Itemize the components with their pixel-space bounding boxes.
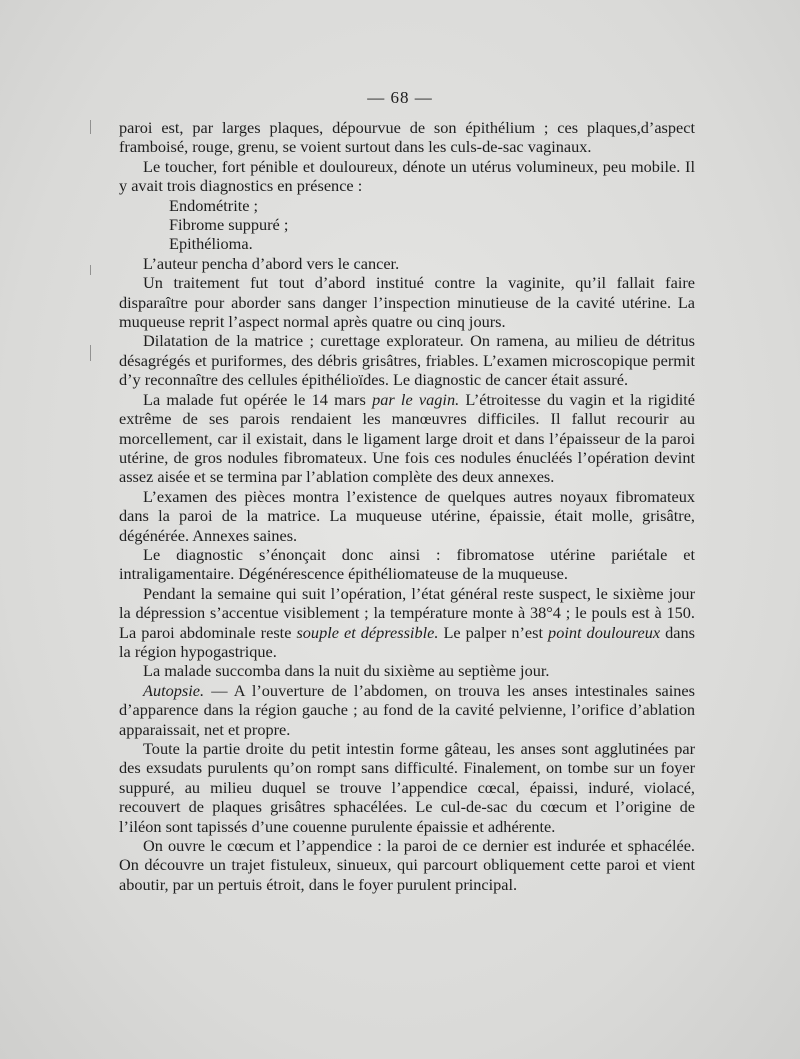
- body-text: [119, 118, 695, 894]
- text-run: L’auteur pencha d’abord vers le cancer.: [143, 253, 400, 273]
- paragraph: [119, 836, 695, 894]
- paragraph: [119, 487, 695, 545]
- margin-mark: [90, 265, 91, 275]
- text-run: Le toucher, fort pénible et douloureux, dénote un utérus volumineux, peu mobile. Il y avait trois diagnostics en présence :: [119, 156, 695, 196]
- text-run: Epithélioma.: [169, 234, 253, 254]
- text-run: Le diagnostic s’énonçait donc ainsi : fibromatose utérine pariétale et intraligamentaire. Dégénérescence épithéliomateuse de la muqueuse.: [119, 544, 695, 584]
- text-run: — A l’ouverture de l’abdomen, on trouva les anses intestinales saines d’apparence dans la région gauche ; au fond de la cavité pelvienne, l’orifice d’ablation apparaissait, net et propre.: [119, 680, 695, 739]
- margin-mark: [90, 345, 91, 361]
- paragraph: [119, 157, 695, 196]
- paragraph: [119, 118, 695, 157]
- italic-text: par le vagin.: [372, 389, 460, 409]
- text-run: Un traitement fut tout d’abord institué contre la vaginite, qu’il fallait faire disparaître pour aborder sans danger l’inspection minutieuse de la cavité utérine. La muqueuse reprit l’aspect normal après quatre ou cinq jours.: [119, 273, 695, 332]
- paragraph: [119, 681, 695, 739]
- paragraph: [119, 273, 695, 331]
- paragraph: [119, 331, 695, 389]
- italic-text: souple et dépressible.: [296, 622, 439, 642]
- paragraph: [119, 584, 695, 662]
- italic-text: point douloureux: [548, 622, 661, 642]
- margin-mark: [90, 120, 91, 134]
- paragraph: [119, 196, 695, 215]
- paragraph: [119, 661, 695, 680]
- paragraph: [119, 215, 695, 234]
- text-run: Le palper n’est: [438, 622, 549, 642]
- text-run: Endométrite ;: [169, 195, 259, 215]
- text-run: dans la région hypogastrique.: [119, 622, 695, 661]
- text-run: Dilatation de la matrice ; curettage explorateur. On ramena, au milieu de détritus désagrégés et puriformes, des débris grisâtres, friables. L’examen microscopique permit d’y reconnaître des cellules épithélioïdes. Le diagnostic de cancer était assuré.: [119, 331, 695, 390]
- paragraph: [119, 254, 695, 273]
- text-run: On ouvre le cœcum et l’appendice : la paroi de ce dernier est indurée et sphacélée. On découvre un trajet fistuleux, sinueux, qui parcourt obliquement cette paroi et vient aboutir, par un pertuis étroit, dans le foyer purulent principal.: [119, 836, 695, 894]
- text-run: L’étroitesse du vagin et la rigidité extrême de ses parois rendaient les manœuvres difficiles. Il fallut recourir au morcellement, car il existait, dans le ligament large droit et dans l’épaisseur de la paroi utérine, de gros nodules fibromateux. Une fois ces nodules énucléés l’opération devint assez aisée et se termina par l’ablation complète des deux annexes.: [119, 389, 695, 487]
- paragraph: [119, 739, 695, 836]
- text-run: La malade succomba dans la nuit du sixième au septième jour.: [143, 661, 550, 681]
- text-run: Toute la partie droite du petit intestin forme gâteau, les anses sont agglutinées par des exsudats purulents qu’on rompt sans difficulté. Finalement, on tombe sur un foyer suppuré, au milieu duquel se trouve l’appendice cœcal, épaissi, induré, violacé, recouvert de plaques grisâtres sphacélées. Le cul-de-sac du cœcum et l’origine de l’iléon sont tapissés d’une couenne purulente épaissie et adhérente.: [119, 739, 695, 836]
- italic-text: Autopsie.: [143, 680, 205, 700]
- text-run: paroi est, par larges plaques, dépourvue de son épithélium ; ces plaques,d’aspect framboisé, rouge, grenu, se voient surtout dans les culs-de-sac vaginaux.: [119, 118, 695, 157]
- text-run: L’examen des pièces montra l’existence de quelques autres noyaux fibromateux dans la paroi de la matrice. La muqueuse utérine, épaissie, était molle, grisâtre, dégénérée. Annexes saines.: [119, 486, 695, 545]
- page-number: — 68 —: [367, 88, 433, 107]
- text-run: La malade fut opérée le 14 mars: [143, 389, 373, 409]
- paragraph: [119, 545, 695, 584]
- paragraph: [119, 234, 695, 253]
- paragraph: [119, 390, 695, 487]
- text-run: Pendant la semaine qui suit l’opération, l’état général reste suspect, le sixième jour la dépression s’accentue visiblement ; la température monte à 38°4 ; le pouls est à 150. La paroi abdominale reste: [119, 583, 695, 642]
- text-run: Fibrome suppuré ;: [169, 215, 289, 235]
